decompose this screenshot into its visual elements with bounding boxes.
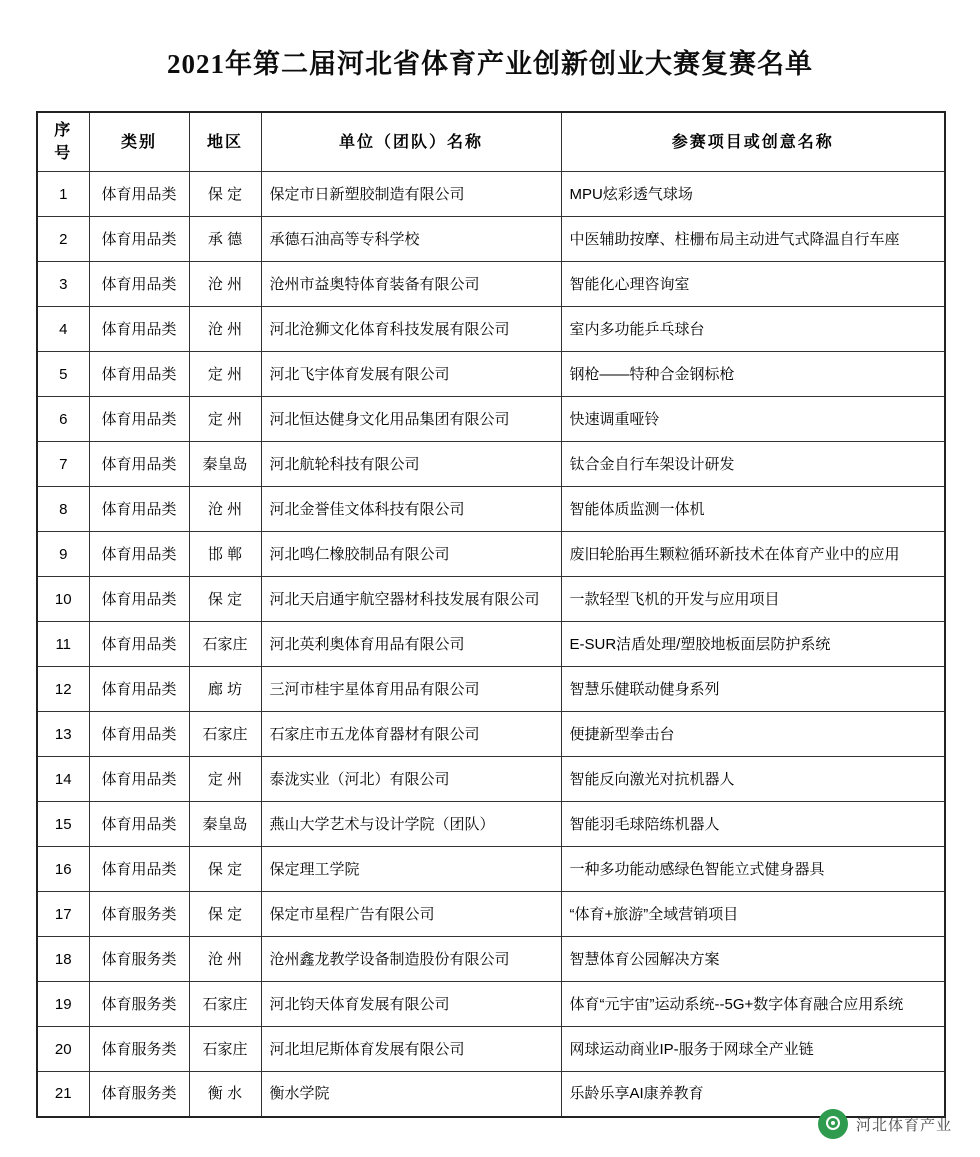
cell-project: 智慧体育公园解决方案 <box>561 937 945 982</box>
cell-category: 体育用品类 <box>89 397 189 442</box>
cell-region: 沧 州 <box>189 262 261 307</box>
table-row <box>37 442 945 487</box>
cell-region: 保 定 <box>189 892 261 937</box>
cell-organization: 河北金誉佳文体科技有限公司 <box>261 487 561 532</box>
table-row <box>37 172 945 217</box>
cell-category: 体育用品类 <box>89 847 189 892</box>
participants-table <box>36 111 946 1118</box>
cell-category: 体育用品类 <box>89 217 189 262</box>
cell-no: 10 <box>37 577 89 622</box>
cell-no: 4 <box>37 307 89 352</box>
cell-region: 沧 州 <box>189 307 261 352</box>
cell-organization: 河北坦尼斯体育发展有限公司 <box>261 1027 561 1072</box>
cell-category: 体育用品类 <box>89 757 189 802</box>
cell-no: 13 <box>37 712 89 757</box>
cell-category: 体育用品类 <box>89 667 189 712</box>
cell-organization: 承德石油高等专科学校 <box>261 217 561 262</box>
table-row <box>37 397 945 442</box>
cell-project: “体育+旅游”全域营销项目 <box>561 892 945 937</box>
cell-organization: 河北天启通宇航空器材科技发展有限公司 <box>261 577 561 622</box>
cell-project: 快速调重哑铃 <box>561 397 945 442</box>
cell-organization: 河北沧狮文化体育科技发展有限公司 <box>261 307 561 352</box>
cell-no: 11 <box>37 622 89 667</box>
cell-region: 定 州 <box>189 397 261 442</box>
cell-category: 体育服务类 <box>89 982 189 1027</box>
cell-category: 体育用品类 <box>89 307 189 352</box>
cell-region: 石家庄 <box>189 982 261 1027</box>
cell-organization: 沧州鑫龙教学设备制造股份有限公司 <box>261 937 561 982</box>
cell-project: 中医辅助按摩、柱栅布局主动进气式降温自行车座 <box>561 217 945 262</box>
table-row <box>37 892 945 937</box>
cell-project: 便捷新型拳击台 <box>561 712 945 757</box>
cell-region: 承 德 <box>189 217 261 262</box>
cell-category: 体育用品类 <box>89 352 189 397</box>
cell-region: 定 州 <box>189 757 261 802</box>
cell-no: 18 <box>37 937 89 982</box>
cell-project: 室内多功能乒乓球台 <box>561 307 945 352</box>
cell-category: 体育用品类 <box>89 622 189 667</box>
cell-organization: 衡水学院 <box>261 1072 561 1117</box>
circle-logo-icon <box>818 1109 848 1139</box>
cell-region: 沧 州 <box>189 487 261 532</box>
cell-organization: 泰泷实业（河北）有限公司 <box>261 757 561 802</box>
cell-category: 体育服务类 <box>89 1027 189 1072</box>
cell-region: 石家庄 <box>189 1027 261 1072</box>
cell-region: 沧 州 <box>189 937 261 982</box>
cell-no: 21 <box>37 1072 89 1117</box>
cell-organization: 燕山大学艺术与设计学院（团队） <box>261 802 561 847</box>
cell-category: 体育用品类 <box>89 577 189 622</box>
table-row <box>37 622 945 667</box>
cell-organization: 石家庄市五龙体育器材有限公司 <box>261 712 561 757</box>
table-header <box>37 112 945 172</box>
table-row <box>37 712 945 757</box>
cell-region: 秦皇岛 <box>189 802 261 847</box>
table-row <box>37 307 945 352</box>
table-container <box>0 111 980 1118</box>
cell-category: 体育用品类 <box>89 487 189 532</box>
cell-project: 网球运动商业IP-服务于网球全产业链 <box>561 1027 945 1072</box>
cell-region: 邯 郸 <box>189 532 261 577</box>
table-row <box>37 937 945 982</box>
cell-organization: 沧州市益奥特体育装备有限公司 <box>261 262 561 307</box>
cell-region: 秦皇岛 <box>189 442 261 487</box>
cell-no: 16 <box>37 847 89 892</box>
cell-category: 体育用品类 <box>89 172 189 217</box>
table-row <box>37 667 945 712</box>
cell-region: 保 定 <box>189 577 261 622</box>
cell-category: 体育用品类 <box>89 442 189 487</box>
cell-organization: 保定理工学院 <box>261 847 561 892</box>
cell-no: 17 <box>37 892 89 937</box>
cell-project: 智能化心理咨询室 <box>561 262 945 307</box>
cell-region: 定 州 <box>189 352 261 397</box>
table-row <box>37 847 945 892</box>
cell-category: 体育服务类 <box>89 937 189 982</box>
cell-no: 19 <box>37 982 89 1027</box>
cell-category: 体育服务类 <box>89 1072 189 1117</box>
column-header-org: 单位（团队）名称 <box>261 112 561 172</box>
column-header-project: 参赛项目或创意名称 <box>561 112 945 172</box>
cell-no: 20 <box>37 1027 89 1072</box>
cell-project: 乐龄乐享AI康养教育 <box>561 1072 945 1117</box>
cell-project: 智能反向激光对抗机器人 <box>561 757 945 802</box>
cell-no: 1 <box>37 172 89 217</box>
cell-project: 体育“元宇宙”运动系统--5G+数字体育融合应用系统 <box>561 982 945 1027</box>
cell-region: 保 定 <box>189 847 261 892</box>
cell-project: 废旧轮胎再生颗粒循环新技术在体育产业中的应用 <box>561 532 945 577</box>
cell-region: 石家庄 <box>189 712 261 757</box>
cell-organization: 河北英利奥体育用品有限公司 <box>261 622 561 667</box>
cell-region: 廊 坊 <box>189 667 261 712</box>
cell-project: 一款轻型飞机的开发与应用项目 <box>561 577 945 622</box>
cell-no: 14 <box>37 757 89 802</box>
column-header-no: 序号 <box>37 112 89 172</box>
cell-organization: 保定市星程广告有限公司 <box>261 892 561 937</box>
column-header-region: 地区 <box>189 112 261 172</box>
cell-organization: 保定市日新塑胶制造有限公司 <box>261 172 561 217</box>
cell-project: E-SUR洁盾处理/塑胶地板面层防护系统 <box>561 622 945 667</box>
cell-category: 体育用品类 <box>89 262 189 307</box>
table-row <box>37 757 945 802</box>
cell-project: 一种多功能动感绿色智能立式健身器具 <box>561 847 945 892</box>
table-row <box>37 217 945 262</box>
cell-no: 2 <box>37 217 89 262</box>
cell-organization: 河北恒达健身文化用品集团有限公司 <box>261 397 561 442</box>
cell-no: 5 <box>37 352 89 397</box>
cell-project: 智能羽毛球陪练机器人 <box>561 802 945 847</box>
cell-no: 9 <box>37 532 89 577</box>
cell-category: 体育用品类 <box>89 532 189 577</box>
cell-project: 智能体质监测一体机 <box>561 487 945 532</box>
page-title: 2021年第二届河北省体育产业创新创业大赛复赛名单 <box>167 49 813 79</box>
cell-region: 保 定 <box>189 172 261 217</box>
cell-organization: 河北鸣仁橡胶制品有限公司 <box>261 532 561 577</box>
cell-category: 体育用品类 <box>89 802 189 847</box>
table-body <box>37 172 945 1117</box>
cell-category: 体育用品类 <box>89 712 189 757</box>
cell-no: 15 <box>37 802 89 847</box>
cell-no: 6 <box>37 397 89 442</box>
cell-project: 钛合金自行车架设计研发 <box>561 442 945 487</box>
cell-region: 石家庄 <box>189 622 261 667</box>
table-row <box>37 577 945 622</box>
badge-label: 河北体育产业 <box>855 1116 952 1134</box>
footer-badge <box>818 1109 952 1139</box>
cell-organization: 河北飞宇体育发展有限公司 <box>261 352 561 397</box>
cell-no: 7 <box>37 442 89 487</box>
table-header-row <box>37 112 945 172</box>
cell-category: 体育服务类 <box>89 892 189 937</box>
cell-organization: 河北航轮科技有限公司 <box>261 442 561 487</box>
column-header-category: 类别 <box>89 112 189 172</box>
table-row <box>37 1072 945 1117</box>
table-row <box>37 1027 945 1072</box>
cell-no: 8 <box>37 487 89 532</box>
table-row <box>37 262 945 307</box>
cell-no: 12 <box>37 667 89 712</box>
table-row <box>37 982 945 1027</box>
cell-project: MPU炫彩透气球场 <box>561 172 945 217</box>
cell-region: 衡 水 <box>189 1072 261 1117</box>
cell-organization: 河北钧天体育发展有限公司 <box>261 982 561 1027</box>
table-row <box>37 487 945 532</box>
cell-no: 3 <box>37 262 89 307</box>
cell-project: 智慧乐健联动健身系列 <box>561 667 945 712</box>
cell-organization: 三河市桂宇星体育用品有限公司 <box>261 667 561 712</box>
table-row <box>37 352 945 397</box>
cell-project: 钢枪——特种合金钢标枪 <box>561 352 945 397</box>
table-row <box>37 532 945 577</box>
table-row <box>37 802 945 847</box>
